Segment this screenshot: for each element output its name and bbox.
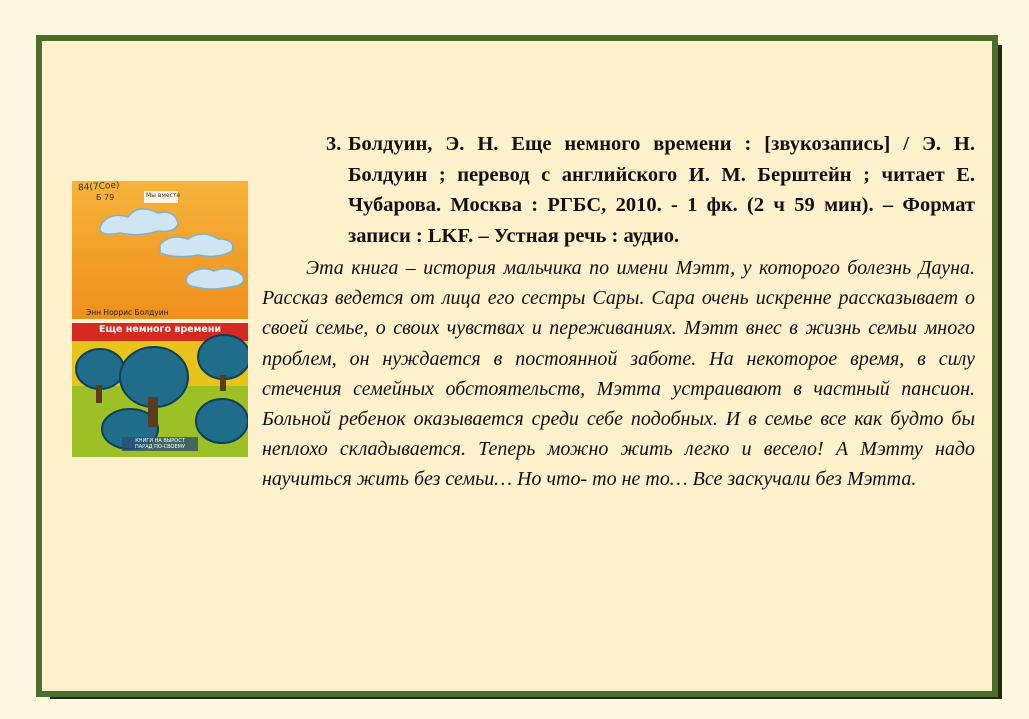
cover-author: Энн Норрис Болдуин [86,308,169,317]
cover-library-code-2: Б 79 [96,193,115,202]
citation [262,129,975,251]
entry-number: 3. [326,133,342,155]
cover-footer-line2: ПАРАД ПО-СВОЕМУ [135,444,185,450]
citation-text: Болдуин, Э. Н. Еще немного времени : [звукозапись] / Э. Н. Болдуин ; перевод с английского И. М. Берштейн ; читает Е. Чубарова. Москва : РГБС, 2010. - 1 фк. (2 ч 59 мин). – Формат записи : LKF. – Устная речь : аудио. [348,133,975,247]
annotation-text: Эта книга – история мальчика по имени Мэтт, у которого болезнь Дауна. Рассказ ведется от лица его сестры Сары. Сара очень искренне рассказывает о своей семье, о своих чувствах и переживаниях. Мэтт внес в жизнь семьи много проблем, он нуждается в постоянной заботе. На некоторое время, в силу стечения семейных обстоятельств, Мэтта устраивают в частный пансион. Больной ребенок оказывается среди себе подобных. И в семье все как будто бы неплохо складывается. Теперь можно жить легко и весело! А Мэтту надо научиться жить без семьи… Но что- то не то… Все заскучали без Мэтта. [262,257,975,491]
content-frame [36,35,998,697]
book-cover-image [72,181,248,457]
cover-series-badge: Мы вместе [146,192,181,199]
bibliography-entry [262,129,975,495]
cover-footer-line1: КНИГИ НА ВЫРОСТ [135,438,185,444]
cover-title: Еще немного времени [98,324,222,335]
cover-library-code: 84(7Сое) [77,181,120,194]
